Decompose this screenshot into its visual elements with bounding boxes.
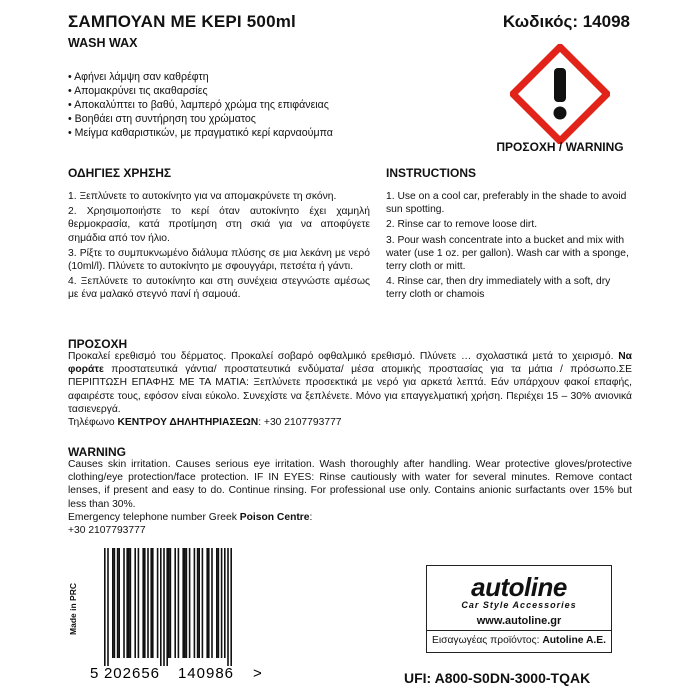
barcode-bar — [134, 548, 136, 658]
barcode-bar — [157, 548, 159, 658]
greek-step: 3. Ρίξτε το συμπυκνωμένο διάλυμα πλύσης σε μια λεκάνη με νερό (10ml/l). Πλύνετε το αυτοκίνητο με σφουγγάρι, πετσέτα ή γάντι. — [68, 247, 370, 273]
english-poison-phone — [68, 511, 632, 524]
made-in-label: Made in PRC — [68, 583, 78, 635]
barcode-bar — [206, 548, 208, 658]
barcode-bar — [128, 548, 130, 658]
barcode-bar — [186, 548, 188, 658]
brand-box — [426, 565, 612, 631]
english-step: 4. Rinse car, then dry immediately with a soft, dry terry cloth or chamois — [386, 276, 611, 301]
barcode-bar — [144, 548, 146, 658]
english-warning-text — [68, 458, 632, 537]
poison-centre-name: ΚΕΝΤΡΟΥ ΔΗΛΗΤΗΡΙΑΣΕΩΝ — [117, 417, 259, 429]
importer-label: Εισαγωγέας προϊόντος: — [431, 635, 543, 646]
barcode-bar — [142, 548, 144, 658]
importer-name: Autoline A.E. — [542, 635, 607, 646]
barcode-bar — [216, 548, 218, 658]
barcode-bar — [197, 548, 199, 658]
greek-instructions-heading: ΟΔΗΓΙΕΣ ΧΡΗΣΗΣ — [68, 166, 172, 180]
greek-warning-heading: ΠΡΟΣΟΧΗ — [68, 337, 128, 351]
barcode-bar — [198, 548, 200, 658]
warning-text: Προκαλεί ερεθισμό του δέρματος. Προκαλεί σοβαρό οφθαλμικό ερεθισμό. Πλύνετε … σχολαστικά μετά το χειρισμό. — [68, 351, 619, 362]
barcode-bar — [112, 548, 114, 658]
barcode-bar — [224, 548, 226, 658]
barcode-bar — [123, 548, 125, 658]
barcode-bar — [138, 548, 140, 658]
feature-item: • Αποκαλύπτει το βαθύ, λαμπερό χρώμα της επιφάνειας — [68, 99, 329, 111]
ufi-code: UFI: A800-S0DN-3000-TQAK — [404, 670, 591, 686]
barcode-bar — [150, 548, 152, 658]
barcode-bar — [160, 548, 162, 666]
barcode-bar — [221, 548, 223, 658]
barcode-bar — [107, 548, 109, 666]
warning-text: προστατευτικά γάντια/ προστατευτικά ενδύματα/ μέσα ατομικής προστασίας για τα μάτια / πρόσωπο.ΣΕ ΠΕΡΙΠΤΩΣΗ ΕΠΑΦΗΣ ΜΕ ΤΑ ΜΑΤΙΑ: Ξεπλύνετε προσεκτικά με νερό για αρκετά λεπτά. Εάν υπάρχουν φακοί επαφής, αφαιρέστε τους, εφόσον είναι εύκολο. Συνεχίστε να ξεπλένετε. Μόνο για επαγγελματική χρήση. Περιέχει 15 – 30% ανιονικά τασιενεργά. — [68, 364, 632, 415]
hazard-label: ΠΡΟΣΟΧΗ / WARNING — [496, 140, 624, 154]
phone-suffix: : — [309, 511, 313, 523]
feature-item: • Βοηθάει στη συντήρηση του χρώματος — [68, 113, 256, 125]
barcode-bar — [182, 548, 184, 658]
barcode-bar — [168, 548, 170, 658]
barcode-bar — [227, 548, 229, 666]
feature-item: • Αφήνει λάμψη σαν καθρέφτη — [68, 71, 209, 83]
barcode-bars — [104, 548, 232, 666]
brand-logo: autoline — [471, 572, 567, 602]
english-step: 1. Use on a cool car, preferably in the shade to avoid sun spotting. — [386, 191, 627, 216]
english-phone-number: +30 2107793777 — [68, 525, 146, 537]
barcode-bar — [166, 548, 168, 666]
brand-tagline: Car Style Accessories — [461, 600, 577, 610]
barcode-bar — [152, 548, 154, 658]
barcode-bar — [147, 548, 149, 658]
barcode-bar — [189, 548, 191, 658]
feature-item: • Μείγμα καθαριστικών, με πραγματικό κερί καρναούμπα — [68, 127, 333, 139]
greek-step: 2. Χρησιμοποιήστε το κερί όταν αυτοκίνητο έχει χαμηλή θερμοκρασία, κατά προτίμηση στη σκιά για να αποφύγετε σημάδια από τον ήλιο. — [68, 206, 370, 244]
english-step: 2. Rinse car to remove loose dirt. — [386, 219, 538, 231]
greek-poison-phone — [68, 416, 632, 429]
feature-list — [68, 70, 333, 140]
barcode-digit-first: 5 — [90, 665, 99, 682]
barcode-bar — [114, 548, 116, 658]
barcode-bar — [174, 548, 176, 658]
barcode-digit-end: > — [253, 665, 262, 682]
greek-warning-text — [68, 350, 632, 429]
barcode-bar — [230, 548, 232, 666]
greek-instructions — [68, 190, 370, 304]
product-code: Κωδικός: 14098 — [502, 12, 630, 31]
warning-emphasis: Να φοράτε — [68, 351, 632, 376]
barcode-bar — [118, 548, 120, 658]
exclamation-mark-hazard-icon — [510, 44, 610, 144]
barcode-bar — [126, 548, 128, 658]
barcode-bar — [211, 548, 213, 658]
english-instructions — [386, 190, 632, 304]
barcode-bar — [163, 548, 165, 666]
barcode — [88, 548, 268, 682]
phone-number: : +30 2107793777 — [258, 417, 342, 429]
barcode-digits-left: 202656 — [103, 665, 161, 682]
made-in-label-wrapper — [65, 548, 79, 672]
greek-step: 1. Ξεπλύνετε το αυτοκίνητο για να απομακρύνετε τη σκόνη. — [68, 191, 337, 202]
english-step: 3. Pour wash concentrate into a bucket and mix with water (use 1 oz. per gallon). Wash car with a sponge, terry cloth or mitt. — [386, 234, 629, 273]
barcode-bar — [202, 548, 204, 658]
greek-warning-paragraph — [68, 350, 632, 416]
english-instructions-heading: INSTRUCTIONS — [386, 166, 476, 180]
barcode-digits-right: 140986 — [177, 665, 235, 682]
barcode-bar — [218, 548, 220, 658]
feature-item: • Απομακρύνει τις ακαθαρσίες — [68, 85, 208, 97]
brand-url[interactable]: www.autoline.gr — [476, 615, 562, 627]
phone-prefix: Emergency telephone number Greek — [68, 511, 240, 523]
barcode-bar — [184, 548, 186, 658]
barcode-bar — [104, 548, 106, 666]
barcode-bar — [170, 548, 172, 658]
barcode-bar — [194, 548, 196, 658]
barcode-bar — [130, 548, 132, 658]
barcode-bar — [117, 548, 119, 658]
barcode-bar — [208, 548, 210, 658]
product-title: ΣΑΜΠΟΥΑΝ ΜΕ ΚΕΡΙ 500ml — [68, 12, 296, 31]
english-warning-paragraph: Causes skin irritation. Causes serious eye irritation. Wash thoroughly after handling. Wear protective gloves/protective clothing/eye protection/face protection. IF IN EYES: Rinse cautiously with water for several minutes. Remove contact lenses, if present and easy to do. Continue rinsing. For professional use only. Contains anionic surfactants over 15% but less than 30%. — [68, 459, 632, 510]
poison-centre-name: Poison Centre — [239, 511, 310, 523]
product-subtitle: WASH WAX — [68, 36, 138, 50]
barcode-bar — [178, 548, 180, 658]
english-warning-heading: WARNING — [68, 445, 126, 459]
phone-prefix: Τηλέφωνο — [68, 417, 118, 429]
greek-step: 4. Ξεπλύνετε το αυτοκίνητο και στη συνέχεια στεγνώστε αμέσως με ένα μαλακό στεγνό πανί ή σαμουά. — [68, 276, 370, 301]
importer-line — [426, 631, 612, 653]
